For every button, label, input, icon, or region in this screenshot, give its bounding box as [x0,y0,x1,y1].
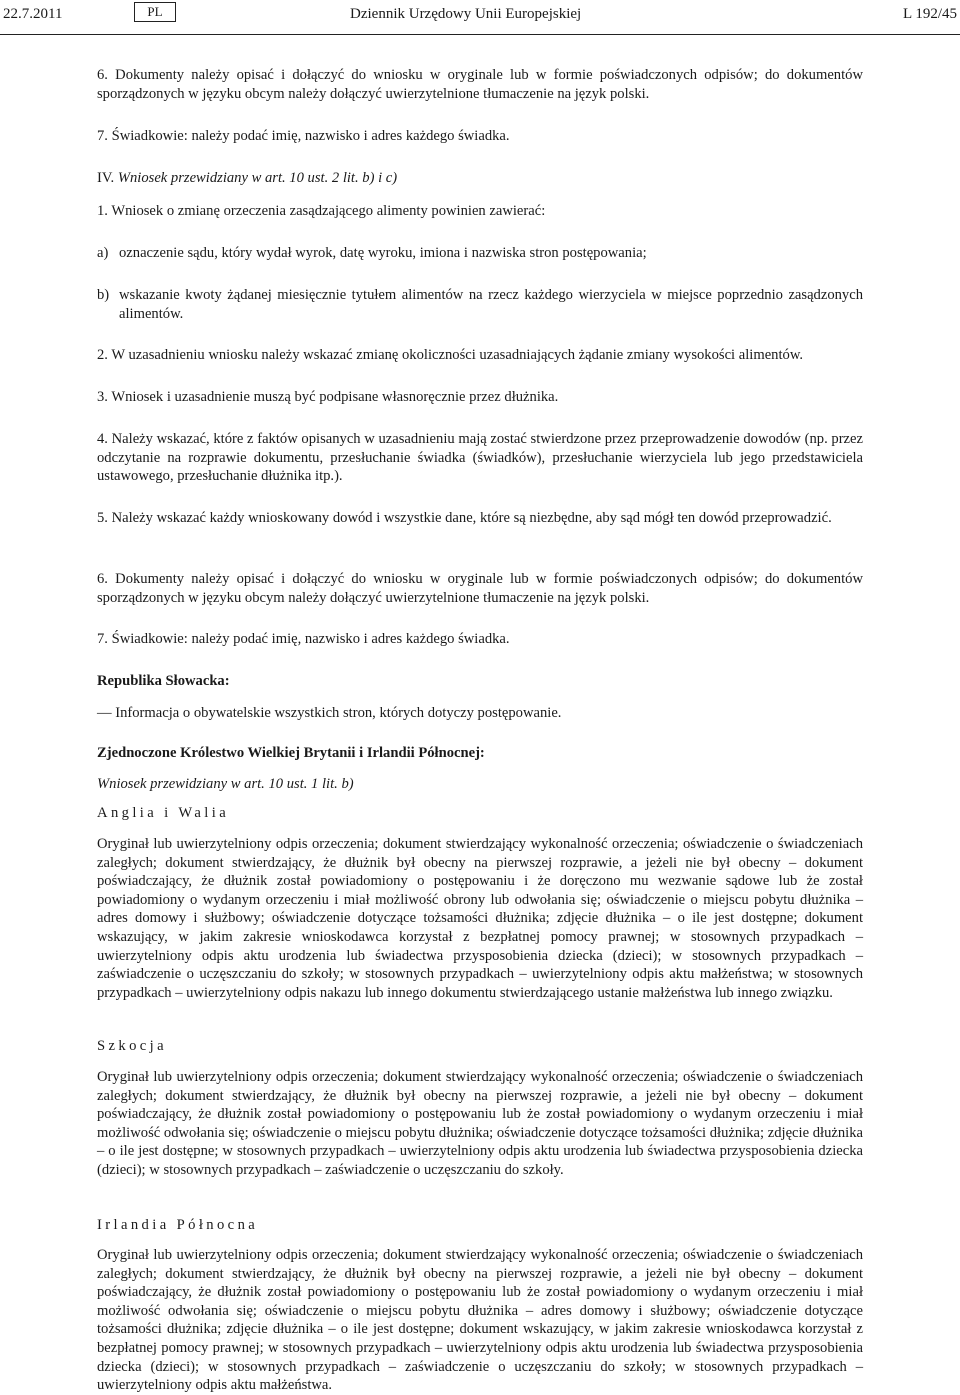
northern-ireland-text: Oryginał lub uwierzytelniony odpis orzeczenia; dokument stwierdzający wykonalność orzeczenia; oświadczenie o świadczeniach zaległych; dokument stwierdzający, że dłużnik był obecny na pierwszej rozprawie, a jeżeli nie był obecny – dokument poświadczający, że dłużnik został powiadomiony o postępowaniu lub że został powiadomiony o wydanym orzeczeniu i miał możliwość odwołania się; oświadczenie o miejscu pobytu dłużnika – adres domowy i służbowy; oświadczenie dotyczące tożsamości dłużnika; zdjęcie dłużnika – o ile jest dostępne; dokument wskazujący, w jakim zakresie wnioskodawca korzystał z bezpłatnej pomocy prawnej; w stosownych przypadkach – uwierzytelniony odpis aktu urodzenia lub świadectwa przysposobienia dziecka (dzieci); w stosownych przypadkach – zaświadczenie o uczęszczaniu do szkoły; w stosownych przypadkach – uwierzytelniony odpis aktu małżeństwa. [97,1247,863,1394]
scotland-heading: Szkocja [97,1038,167,1054]
item-1a [97,244,863,263]
page-reference: L 192/45 [902,6,957,22]
paragraph-2: 2. W uzasadnieniu wniosku należy wskazać zmianę okoliczności uzasadniających żądanie zmiany wysokości alimentów. [97,347,804,363]
section-iv-number: IV. [97,170,115,186]
paragraph-top-7: 7. Świadkowie: należy podać imię, nazwisko i adres każdego świadka. [97,128,510,144]
item-1b [97,286,863,323]
section-iv-heading [97,169,863,188]
england-wales-text: Oryginał lub uwierzytelniony odpis orzeczenia; dokument stwierdzający wykonalność orzeczenia; oświadczenie o świadczeniach zaległych; dokument stwierdzający, że dłużnik był obecny na pierwszej rozprawie, a jeżeli nie był obecny – dokument poświadczający, że dłużnik został powiadomiony o postępowaniu i że doręczono mu wezwanie sądowe lub że został powiadomiony o wydanym orzeczeniu i miał możliwość obrony lub odwołania się; oświadczenie o miejscu pobytu dłużnika – adres domowy i służbowy; oświadczenie dotyczące tożsamości dłużnika; zdjęcie dłużnika – o ile jest dostępne; dokument wskazujący, w jakim zakresie wnioskodawca korzystał z bezpłatnej pomocy prawnej; w stosownych przypadkach – uwierzytelniony odpis aktu urodzenia lub świadectwa przysposobienia dziecka (dzieci); w stosownych przypadkach – zaświadczenie o uczęszczaniu do szkoły; w stosownych przypadkach – uwierzytelniony odpis aktu małżeństwa; w stosownych przypadkach – uwierzytelniony odpis nakazu lub innego dokumentu stwierdzającego ustanie małżeństwa lub innego związku. [97,836,863,1001]
paragraph-4: 4. Należy wskazać, które z faktów opisanych w uzasadnieniu mają zostać stwierdzone przez przeprowadzenie dowodów (np. przez odczytanie na rozprawie dokumentu, przesłuchanie świadka (świadków), przesłuchanie wierzyciela lub jego przedstawiciela ustawowego, przesłuchanie dłużnika itp.). [97,431,863,485]
item-1b-text: wskazanie kwoty żądanej miesięcznie tytułem alimentów na rzecz każdego wierzyciela w miejsce poprzednio zasądzonych alimentów. [119,287,863,322]
item-1b-label: b) [97,287,110,303]
item-1a-label: a) [97,245,109,261]
header-rule [0,34,960,35]
paragraph-6: 6. Dokumenty należy opisać i dołączyć do wniosku w oryginale lub w formie poświadczonych odpisów; do dokumentów sporządzonych w języku obcym należy dołączyć uwierzytelnione tłumaczenie na język polski. [97,571,863,606]
language-code-box: PL [134,2,176,22]
slovakia-item: — Informacja o obywatelskie wszystkich stron, których dotyczy postępowanie. [97,705,562,721]
uk-subheading: Wniosek przewidziany w art. 10 ust. 1 lit. b) [97,776,354,792]
journal-title: Dziennik Urzędowy Unii Europejskiej [350,6,582,22]
page-header [0,2,960,28]
slovakia-heading: Republika Słowacka: [97,673,230,689]
northern-ireland-heading: Irlandia Północna [97,1217,259,1233]
paragraph-7: 7. Świadkowie: należy podać imię, nazwisko i adres każdego świadka. [97,631,510,647]
item-1a-text: oznaczenie sądu, który wydał wyrok, datę wyroku, imiona i nazwiska stron postępowania; [119,245,647,261]
paragraph-1: 1. Wniosek o zmianę orzeczenia zasądzającego alimenty powinien zawierać: [97,203,546,219]
paragraph-top-6: 6. Dokumenty należy opisać i dołączyć do wniosku w oryginale lub w formie poświadczonych odpisów; do dokumentów sporządzonych w języku obcym należy dołączyć uwierzytelnione tłumaczenie na język polski. [97,67,863,102]
uk-heading: Zjednoczone Królestwo Wielkiej Brytanii i Irlandii Północnej: [97,745,485,761]
paragraph-5: 5. Należy wskazać każdy wnioskowany dowód i wszystkie dane, które są niezbędne, aby sąd mógł ten dowód przeprowadzić. [97,510,832,526]
section-iv-title: Wniosek przewidziany w art. 10 ust. 2 lit. b) i c) [117,170,398,186]
scotland-text: Oryginał lub uwierzytelniony odpis orzeczenia; dokument stwierdzający wykonalność orzeczenia; oświadczenie o świadczeniach zaległych; dokument stwierdzający, że dłużnik był obecny na pierwszej rozprawie, a jeżeli nie był obecny – dokument poświadczający, że dłużnik został powiadomiony o postępowaniu lub że został powiadomiony o wydanym orzeczeniu i miał możliwość odwołania się; oświadczenie o miejscu pobytu dłużnika; oświadczenie dotyczące tożsamości dłużnika; zdjęcie dłużnika – o ile jest dostępne; w stosownych przypadkach – uwierzytelniony odpis aktu urodzenia lub świadectwa przysposobienia dziecka (dzieci); w stosownych przypadkach – zaświadczenie o uczęszczaniu do szkoły. [97,1069,863,1178]
publication-date: 22.7.2011 [3,6,63,22]
paragraph-3: 3. Wniosek i uzasadnienie muszą być podpisane własnoręcznie przez dłużnika. [97,389,559,405]
england-wales-heading: Anglia i Walia [97,805,230,821]
